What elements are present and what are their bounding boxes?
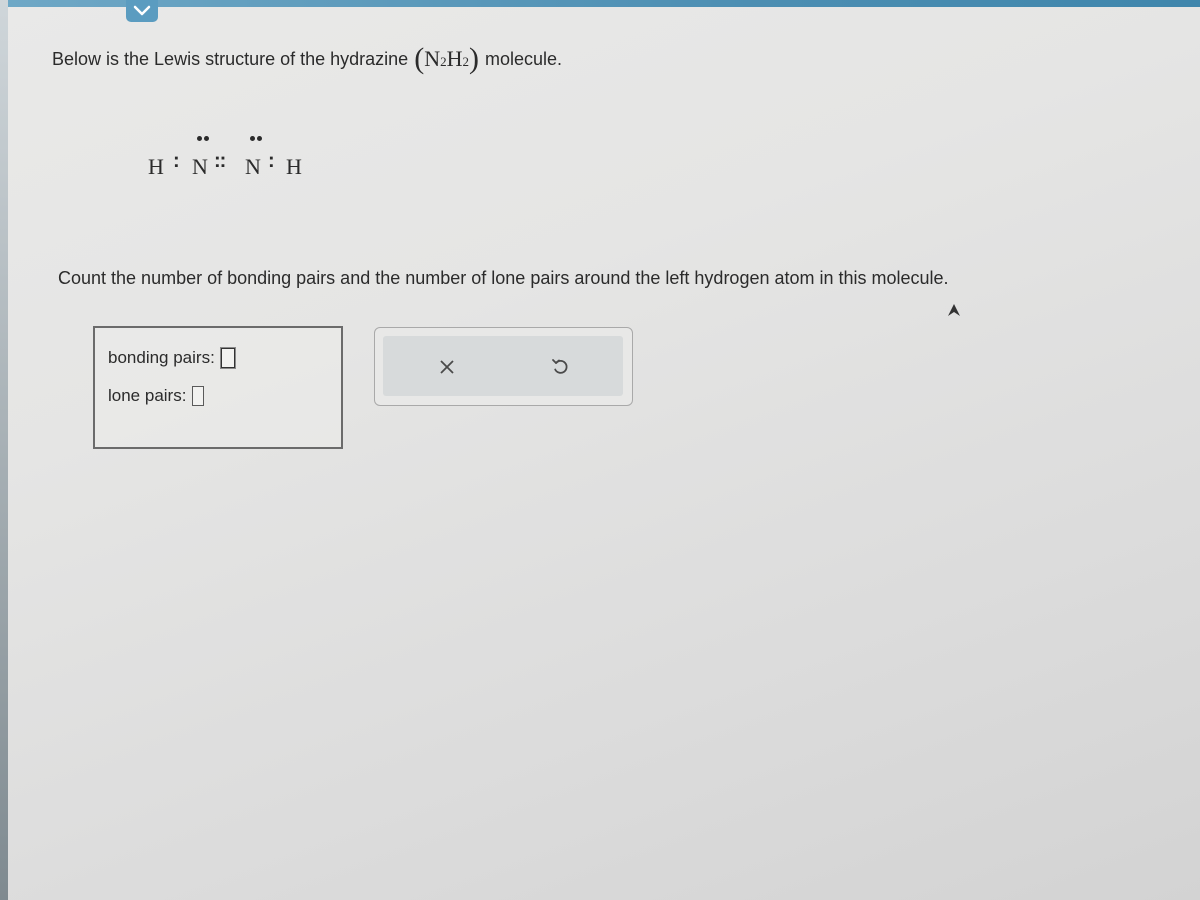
clear-button[interactable] <box>430 350 464 384</box>
lone-pair-dot <box>197 136 202 141</box>
lone-pair-dot <box>250 136 255 141</box>
bonding-pairs-input[interactable] <box>221 348 235 368</box>
lone-pair-dot <box>257 136 262 141</box>
lone-pairs-label: lone pairs: <box>108 386 187 405</box>
formula-nitrogen-count: 2 <box>440 54 447 69</box>
formula-hydrogen: H <box>446 46 463 71</box>
toolbar-button-area <box>383 336 623 396</box>
bond-pairs-n-n: :: <box>214 150 226 172</box>
bond-pair-n-h: : <box>268 150 274 172</box>
hydrazine-formula <box>414 44 479 74</box>
lone-pairs-input[interactable] <box>192 386 204 406</box>
atom-hydrogen-right: H <box>286 154 302 179</box>
answer-toolbar <box>374 327 633 406</box>
atom-nitrogen-left: N <box>192 154 208 179</box>
intro-text-before: Below is the Lewis structure of the hydrazine <box>52 48 409 69</box>
formula-close-paren: ) <box>468 42 479 75</box>
undo-button[interactable] <box>543 350 577 384</box>
undo-icon <box>551 358 569 376</box>
top-accent-bar <box>0 0 1200 7</box>
question-text: Count the number of bonding pairs and the number of lone pairs around the left hydrogen atom in this molecule. <box>58 268 949 288</box>
bonding-pairs-label: bonding pairs: <box>108 348 215 367</box>
formula-nitrogen: N <box>424 46 441 71</box>
intro-text-after: molecule. <box>484 48 563 69</box>
answer-panel <box>93 326 343 449</box>
atom-nitrogen-right: N <box>245 154 261 179</box>
lone-pairs-row <box>108 386 204 406</box>
close-icon <box>439 359 455 375</box>
bonding-pairs-row <box>108 348 235 368</box>
bond-pair-h-n: : <box>173 150 179 172</box>
formula-hydrogen-count: 2 <box>462 54 469 69</box>
lewis-structure <box>146 126 316 186</box>
collapse-toggle-button[interactable] <box>126 0 158 22</box>
chevron-down-icon <box>133 5 151 17</box>
formula-open-paren: ( <box>414 42 425 75</box>
mouse-cursor-icon <box>946 302 962 318</box>
atom-hydrogen-left: H <box>148 154 164 179</box>
intro-text <box>52 44 562 74</box>
lone-pair-dot <box>204 136 209 141</box>
left-window-edge <box>0 0 8 900</box>
